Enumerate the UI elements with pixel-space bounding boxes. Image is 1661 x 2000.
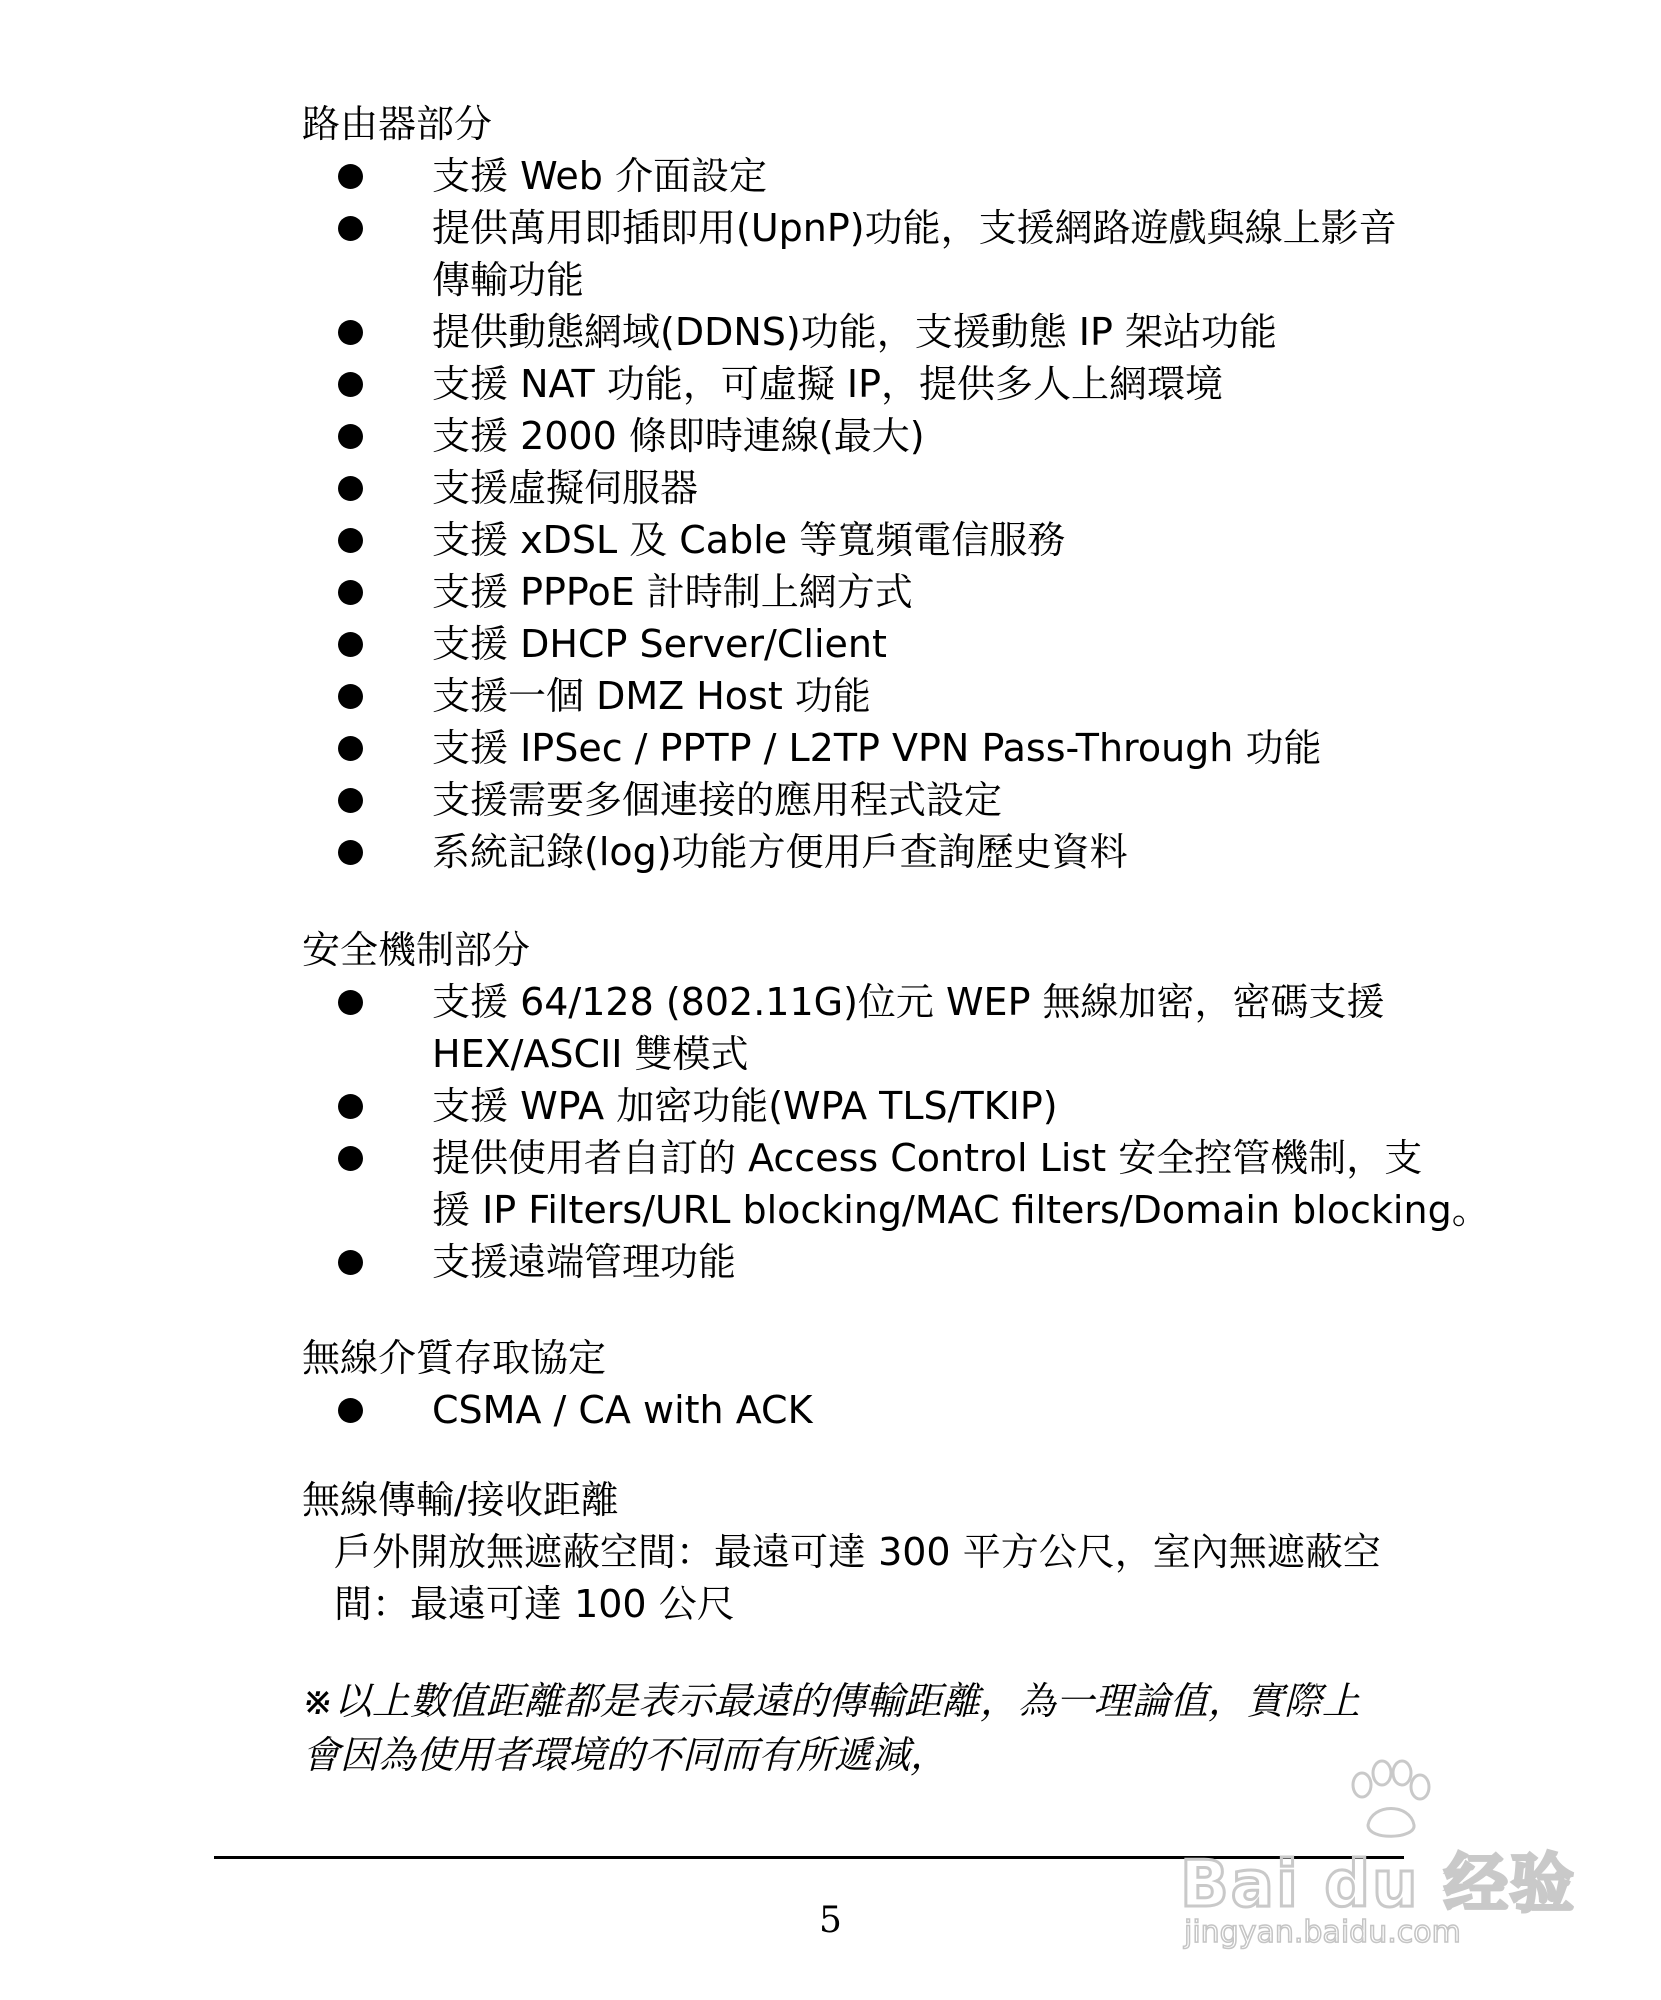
bullet-icon <box>338 424 363 449</box>
list-item: 支援 2000 條即時連線(最大) <box>0 410 1661 462</box>
medium-access-list <box>0 1384 1661 1436</box>
bullet-icon <box>338 580 363 605</box>
list-item: 支援一個 DMZ Host 功能 <box>0 670 1661 722</box>
bullet-icon <box>338 476 363 501</box>
list-item: 提供使用者自訂的 Access Control List 安全控管機制，支 援 IP Filters/URL blocking/MAC filters/Domain blocking。 <box>0 1132 1661 1236</box>
bullet-icon <box>338 216 363 241</box>
note-line-1: ※以上數值距離都是表示最遠的傳輸距離，為一理論值，實際上 <box>302 1679 1360 1723</box>
list-item: 支援 64/128 (802.11G)位元 WEP 無線加密，密碼支援 HEX/ASCII 雙模式 <box>0 976 1661 1080</box>
section-title-range: 無線傳輸/接收距離 <box>302 1478 619 1522</box>
list-item: 支援 xDSL 及 Cable 等寬頻電信服務 <box>0 514 1661 566</box>
footer-rule <box>214 1856 1404 1859</box>
list-item: 支援虛擬伺服器 <box>0 462 1661 514</box>
list-item: 支援 IPSec / PPTP / L2TP VPN Pass-Through 功能 <box>0 722 1661 774</box>
bullet-icon <box>338 164 363 189</box>
bullet-icon <box>338 372 363 397</box>
list-item: 提供動態網域(DDNS)功能，支援動態 IP 架站功能 <box>0 306 1661 358</box>
list-item: 系統記錄(log)功能方便用戶查詢歷史資料 <box>0 826 1661 878</box>
list-item: 支援 NAT 功能，可虛擬 IP，提供多人上網環境 <box>0 358 1661 410</box>
list-item: 支援 PPPoE 計時制上網方式 <box>0 566 1661 618</box>
watermark-brand: Bai du 经验 <box>1180 1848 1576 1922</box>
range-text-line-2: 間：最遠可達 100 公尺 <box>334 1582 735 1626</box>
bullet-icon <box>338 788 363 813</box>
list-item: 支援遠端管理功能 <box>0 1236 1661 1288</box>
bullet-icon <box>338 1094 363 1119</box>
section-title-security: 安全機制部分 <box>302 928 531 972</box>
bullet-icon <box>338 1398 363 1423</box>
list-item: 提供萬用即插即用(UpnP)功能，支援網路遊戲與線上影音 傳輸功能 <box>0 202 1661 306</box>
range-text-line-1: 戶外開放無遮蔽空間：最遠可達 300 平方公尺，室內無遮蔽空 <box>334 1530 1381 1574</box>
router-feature-list <box>0 150 1661 878</box>
bullet-icon <box>338 1250 363 1275</box>
paw-icon <box>1338 1755 1438 1845</box>
list-item: 支援 Web 介面設定 <box>0 150 1661 202</box>
list-item: 支援 DHCP Server/Client <box>0 618 1661 670</box>
bullet-icon <box>338 684 363 709</box>
bullet-icon <box>338 736 363 761</box>
list-item: 支援需要多個連接的應用程式設定 <box>0 774 1661 826</box>
section-title-router: 路由器部分 <box>302 102 493 146</box>
security-feature-list <box>0 976 1661 1288</box>
bullet-icon <box>338 1146 363 1171</box>
bullet-icon <box>338 632 363 657</box>
note-line-2: 會因為使用者環境的不同而有所遞減， <box>302 1733 949 1777</box>
bullet-icon <box>338 320 363 345</box>
watermark-url: jingyan.baidu.com <box>1184 1915 1461 1950</box>
page-number: 5 <box>819 1900 842 1941</box>
list-item: 支援 WPA 加密功能(WPA TLS/TKIP) <box>0 1080 1661 1132</box>
section-title-medium-access: 無線介質存取協定 <box>302 1336 607 1380</box>
bullet-icon <box>338 840 363 865</box>
bullet-icon <box>338 528 363 553</box>
list-item: CSMA / CA with ACK <box>0 1384 1661 1436</box>
bullet-icon <box>338 990 363 1015</box>
